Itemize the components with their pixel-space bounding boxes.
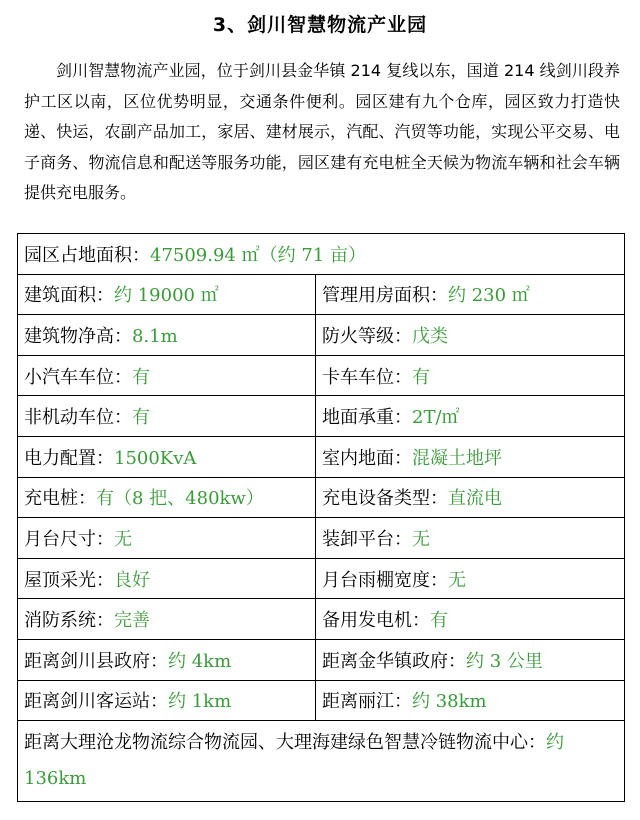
table-cell: [18, 355, 316, 396]
cell-label: 防火等级：: [322, 325, 412, 347]
cell-label: 月台雨棚宽度：: [322, 569, 448, 591]
cell-value: 混凝土地坪: [412, 447, 502, 469]
cell-label: 距离剑川县政府：: [24, 650, 168, 672]
table-cell: [18, 680, 316, 721]
cell-label: 消防系统：: [24, 610, 114, 632]
cell-label: 建筑面积：: [24, 285, 114, 307]
cell-label: 充电桩：: [24, 488, 96, 510]
cell-label: 距离剑川客运站：: [24, 691, 168, 713]
table-row: [18, 355, 625, 396]
cell-label: 距离大理沧龙物流综合物流园、大理海建绿色智慧冷链物流中心：: [24, 732, 546, 754]
table-cell: [316, 558, 625, 599]
cell-value: 无: [412, 528, 430, 550]
cell-value: 约 230 ㎡: [448, 285, 530, 307]
table-cell: [18, 274, 316, 315]
table-cell: [316, 396, 625, 437]
cell-value: 约 38km: [412, 691, 487, 713]
cell-label: 建筑物净高：: [24, 325, 132, 347]
cell-value: 有: [412, 366, 430, 388]
table-row: [18, 599, 625, 640]
cell-label: 小汽车车位：: [24, 366, 132, 388]
cell-label: 卡车车位：: [322, 366, 412, 388]
table-cell: [316, 436, 625, 477]
cell-label: 地面承重：: [322, 407, 412, 429]
cell-value: 8.1m: [132, 325, 178, 347]
table-cell: [316, 315, 625, 356]
cell-value: 戊类: [412, 325, 448, 347]
table-cell: [18, 477, 316, 518]
table-cell: [316, 518, 625, 559]
table-cell: [18, 436, 316, 477]
cell-label: 月台尺寸：: [24, 528, 114, 550]
cell-value: 无: [114, 528, 132, 550]
cell-value: 约 19000 ㎡: [114, 285, 219, 307]
table-cell: [316, 274, 625, 315]
intro-paragraph: 剑川智慧物流产业园，位于剑川县金华镇 214 复线以东，国道 214 线剑川段养护工区以南，区位优势明显，交通条件便利。园区建有九个仓库，园区致力打造快递、快运，农副产品加工，家居、建材展示，汽配、汽贸等功能，实现公平交易、电子商务、物流信息和配送等服务功能，园区建有充电桩全天候为物流车辆和社会车辆提供充电服务。: [24, 61, 620, 202]
cell-value: 有: [132, 407, 150, 429]
table-cell: [316, 639, 625, 680]
table-cell: [316, 599, 625, 640]
cell-label: 备用发电机：: [322, 610, 430, 632]
cell-value: 约 4km: [168, 650, 232, 672]
table-row: [18, 315, 625, 356]
table-cell: [316, 680, 625, 721]
cell-value: 完善: [114, 610, 150, 632]
cell-label: 距离金华镇政府：: [322, 650, 466, 672]
table-row: [18, 436, 625, 477]
cell-value: 直流电: [448, 488, 502, 510]
table-cell: [18, 315, 316, 356]
cell-value: 1500KvA: [114, 447, 197, 469]
table-cell: [316, 477, 625, 518]
cell-value: 2T/㎡: [412, 407, 460, 429]
cell-label: 装卸平台：: [322, 528, 412, 550]
table-row: [18, 558, 625, 599]
cell-value: 无: [448, 569, 466, 591]
table-cell: [18, 396, 316, 437]
cell-value: 约 136km: [24, 732, 564, 790]
cell-value: 有（8 把、480kw）: [96, 488, 264, 510]
cell-label: 管理用房面积：: [322, 285, 448, 307]
table-cell: [18, 518, 316, 559]
cell-label: 充电设备类型：: [322, 488, 448, 510]
cell-value: 良好: [114, 569, 150, 591]
cell-value: 47509.94 ㎡（约 71 亩）: [150, 244, 366, 266]
cell-value: 约 1km: [168, 691, 232, 713]
table-cell: [18, 599, 316, 640]
table-row: [18, 396, 625, 437]
section-title: 3、剑川智慧物流产业园: [212, 14, 428, 36]
cell-label: 非机动车位：: [24, 407, 132, 429]
table-row: [18, 477, 625, 518]
cell-label: 距离丽江：: [322, 691, 412, 713]
table-cell: [18, 558, 316, 599]
cell-label: 屋顶采光：: [24, 569, 114, 591]
table-cell: [18, 234, 625, 275]
cell-label: 电力配置：: [24, 447, 114, 469]
park-info-table: [17, 233, 625, 802]
table-cell: [316, 355, 625, 396]
cell-value: 有: [430, 610, 448, 632]
table-row: [18, 680, 625, 721]
cell-label: 室内地面：: [322, 447, 412, 469]
table-row: [18, 274, 625, 315]
table-row: [18, 518, 625, 559]
table-row: [18, 639, 625, 680]
table-cell: [18, 639, 316, 680]
cell-label: 园区占地面积：: [24, 244, 150, 266]
cell-value: 有: [132, 366, 150, 388]
table-row: [18, 234, 625, 275]
cell-value: 约 3 公里: [466, 650, 543, 672]
table-cell: [18, 721, 625, 802]
table-row: [18, 721, 625, 802]
